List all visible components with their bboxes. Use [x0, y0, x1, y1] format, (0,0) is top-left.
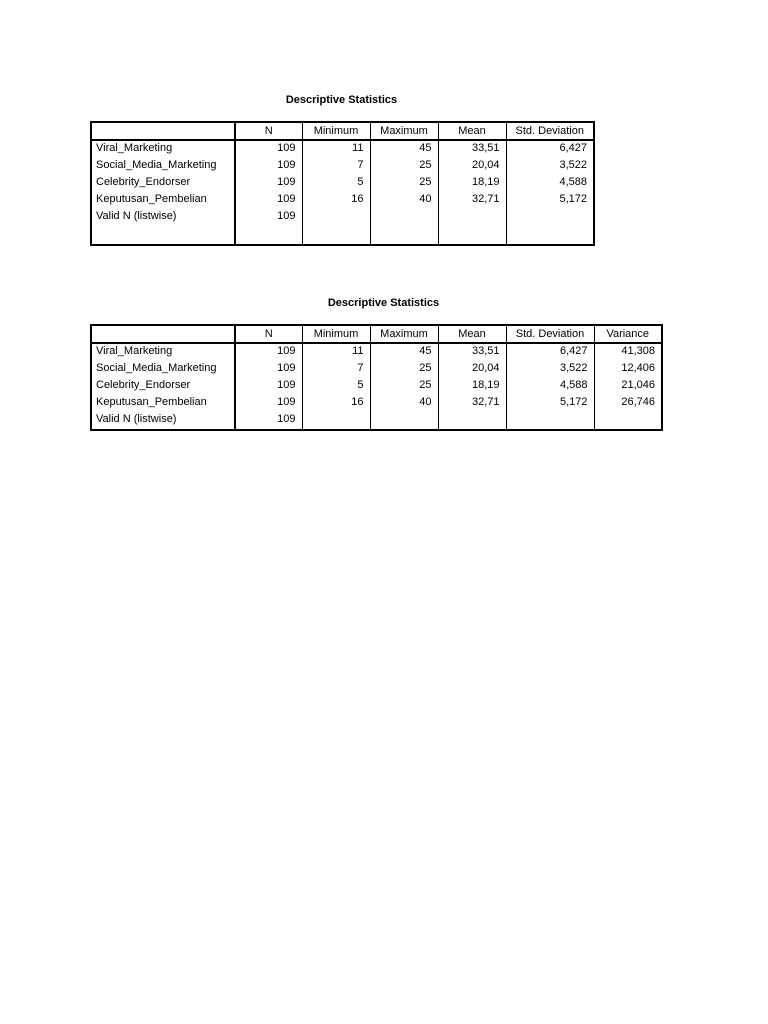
header-cell-minimum: Minimum	[302, 122, 370, 140]
cell-maximum: 45	[370, 140, 438, 158]
cell-mean: 32,71	[438, 192, 506, 209]
cell-mean: 18,19	[438, 175, 506, 192]
cell-maximum: 25	[370, 158, 438, 175]
table-row	[91, 158, 594, 175]
cell-n: 109	[235, 140, 302, 158]
cell-minimum	[302, 412, 370, 430]
descriptive-statistics-block-2	[90, 296, 677, 431]
row-label: Keputusan_Pembelian	[91, 395, 235, 412]
header-cell-std-deviation: Std. Deviation	[506, 122, 594, 140]
cell-variance: 21,046	[594, 378, 662, 395]
cell-mean: 18,19	[438, 378, 506, 395]
row-label: Valid N (listwise)	[91, 209, 235, 226]
spacer-cell	[370, 226, 438, 245]
spacer-cell	[235, 226, 302, 245]
cell-mean: 20,04	[438, 361, 506, 378]
cell-mean: 33,51	[438, 140, 506, 158]
header-cell-std-deviation: Std. Deviation	[506, 325, 594, 343]
header-row	[91, 325, 662, 343]
table-spacer-row	[91, 226, 594, 245]
table-row	[91, 361, 662, 378]
header-cell-minimum: Minimum	[302, 325, 370, 343]
table-title: Descriptive Statistics	[327, 297, 440, 309]
cell-n: 109	[235, 361, 302, 378]
cell-std-deviation: 4,588	[506, 378, 594, 395]
cell-minimum: 7	[302, 361, 370, 378]
row-label: Valid N (listwise)	[91, 412, 235, 430]
cell-maximum: 45	[370, 343, 438, 361]
descriptive-statistics-block-1	[90, 93, 595, 246]
cell-n: 109	[235, 412, 302, 430]
header-cell-mean: Mean	[438, 122, 506, 140]
table-row	[91, 209, 594, 226]
spacer-cell	[91, 226, 235, 245]
header-cell-empty	[91, 122, 235, 140]
cell-maximum: 40	[370, 395, 438, 412]
cell-maximum: 40	[370, 192, 438, 209]
row-label: Social_Media_Marketing	[91, 361, 235, 378]
table-row	[91, 192, 594, 209]
cell-n: 109	[235, 378, 302, 395]
cell-std-deviation: 6,427	[506, 343, 594, 361]
cell-std-deviation	[506, 412, 594, 430]
header-cell-variance: Variance	[594, 325, 662, 343]
header-cell-n: N	[235, 122, 302, 140]
cell-variance: 12,406	[594, 361, 662, 378]
cell-mean: 20,04	[438, 158, 506, 175]
cell-mean	[438, 412, 506, 430]
cell-maximum	[370, 209, 438, 226]
cell-minimum: 16	[302, 192, 370, 209]
cell-n: 109	[235, 175, 302, 192]
row-label: Celebrity_Endorser	[91, 378, 235, 395]
table-row	[91, 412, 662, 430]
cell-variance: 26,746	[594, 395, 662, 412]
header-row	[91, 122, 594, 140]
cell-minimum: 16	[302, 395, 370, 412]
header-cell-empty	[91, 325, 235, 343]
cell-minimum: 11	[302, 140, 370, 158]
cell-minimum: 11	[302, 343, 370, 361]
row-label: Viral_Marketing	[91, 140, 235, 158]
cell-maximum: 25	[370, 175, 438, 192]
header-cell-maximum: Maximum	[370, 325, 438, 343]
cell-std-deviation: 4,588	[506, 175, 594, 192]
cell-variance: 41,308	[594, 343, 662, 361]
row-label: Social_Media_Marketing	[91, 158, 235, 175]
row-label: Celebrity_Endorser	[91, 175, 235, 192]
spacer-cell	[506, 226, 594, 245]
header-cell-n: N	[235, 325, 302, 343]
cell-std-deviation: 5,172	[506, 192, 594, 209]
descriptive-statistics-table-1	[90, 121, 595, 246]
cell-n: 109	[235, 192, 302, 209]
row-label: Keputusan_Pembelian	[91, 192, 235, 209]
cell-minimum: 7	[302, 158, 370, 175]
cell-n: 109	[235, 395, 302, 412]
cell-mean: 33,51	[438, 343, 506, 361]
header-cell-mean: Mean	[438, 325, 506, 343]
table-row	[91, 395, 662, 412]
spacer-cell	[302, 226, 370, 245]
cell-maximum: 25	[370, 378, 438, 395]
cell-std-deviation: 6,427	[506, 140, 594, 158]
table-row	[91, 175, 594, 192]
table-title: Descriptive Statistics	[285, 94, 398, 106]
cell-minimum	[302, 209, 370, 226]
descriptive-statistics-table-2	[90, 324, 663, 431]
cell-n: 109	[235, 343, 302, 361]
spacer-cell	[438, 226, 506, 245]
cell-std-deviation: 3,522	[506, 158, 594, 175]
cell-std-deviation: 3,522	[506, 361, 594, 378]
cell-maximum: 25	[370, 361, 438, 378]
cell-minimum: 5	[302, 175, 370, 192]
cell-maximum	[370, 412, 438, 430]
cell-mean	[438, 209, 506, 226]
cell-std-deviation: 5,172	[506, 395, 594, 412]
table-row	[91, 343, 662, 361]
row-label: Viral_Marketing	[91, 343, 235, 361]
cell-std-deviation	[506, 209, 594, 226]
table-row	[91, 140, 594, 158]
cell-variance	[594, 412, 662, 430]
cell-mean: 32,71	[438, 395, 506, 412]
cell-n: 109	[235, 158, 302, 175]
cell-n: 109	[235, 209, 302, 226]
header-cell-maximum: Maximum	[370, 122, 438, 140]
table-row	[91, 378, 662, 395]
cell-minimum: 5	[302, 378, 370, 395]
